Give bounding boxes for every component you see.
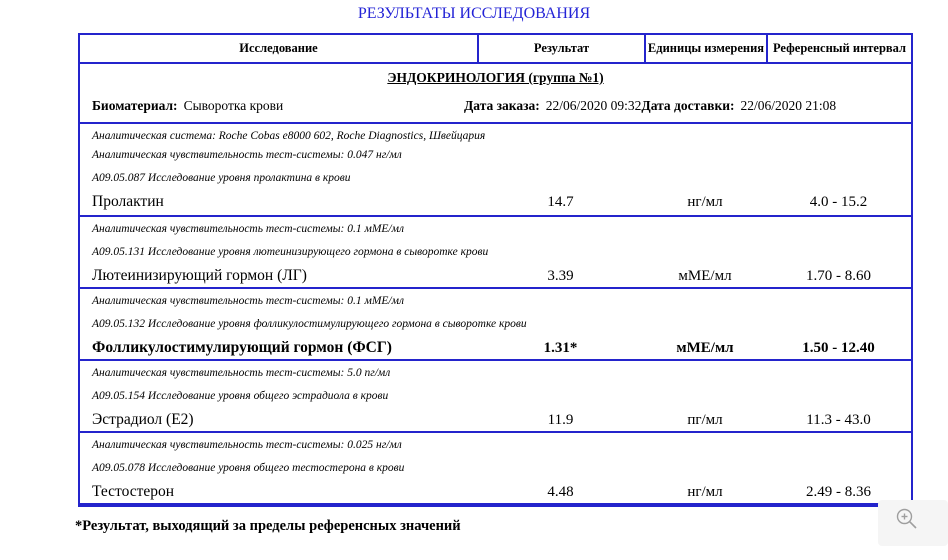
page-title: РЕЗУЛЬТАТЫ ИССЛЕДОВАНИЯ	[357, 5, 591, 22]
study-code-line: A09.05.132 Исследование уровня фолликулостимулирующего гормона в сыворотке крови	[92, 318, 527, 330]
analyte-result: 11.9	[547, 411, 574, 428]
order-date-label: Дата заказа:	[464, 98, 540, 113]
biomaterial	[92, 98, 283, 114]
column-header-units: Единицы измерения	[644, 35, 766, 62]
meta-row	[80, 92, 911, 122]
column-header-reference: Референсный интервал	[766, 35, 911, 62]
analyte-name: Лютеинизирующий гормон (ЛГ)	[92, 267, 307, 284]
analyte-result: 3.39	[547, 267, 574, 284]
study-code-line: A09.05.078 Исследование уровня общего тестостерона в крови	[92, 462, 405, 474]
analyte-units: мМЕ/мл	[678, 267, 732, 284]
column-header-study: Исследование	[239, 40, 318, 55]
biomaterial-value: Сыворотка крови	[183, 98, 284, 113]
analyte-units: мМЕ/мл	[676, 339, 734, 356]
table-row	[80, 122, 911, 215]
analyte-name: Фолликулостимулирующий гормон (ФСГ)	[92, 339, 392, 356]
analyte-reference: 4.0 - 15.2	[809, 193, 868, 210]
sensitivity-line: Аналитическая чувствительность тест-системы: 0.1 мМЕ/мл	[92, 295, 404, 307]
group-title-text: ЭНДОКРИНОЛОГИЯ (группа №1)	[387, 70, 604, 85]
table-body	[78, 64, 913, 507]
table-row	[80, 215, 911, 287]
study-code-line: A09.05.154 Исследование уровня общего эстрадиола в крови	[92, 390, 389, 402]
result-row	[80, 190, 911, 214]
table-row	[80, 359, 911, 431]
analyte-reference: 11.3 - 43.0	[806, 411, 871, 428]
analyte-reference: 1.70 - 8.60	[806, 267, 871, 284]
table-header-row	[78, 33, 913, 64]
analyte-name: Эстрадиол (E2)	[92, 411, 194, 428]
sensitivity-line: Аналитическая чувствительность тест-системы: 5.0 пг/мл	[92, 367, 391, 379]
column-header-result: Результат	[477, 35, 644, 62]
order-date-value: 22/06/2020 09:32	[545, 98, 642, 113]
result-row	[80, 264, 911, 287]
sensitivity-line: Аналитическая чувствительность тест-системы: 0.1 мМЕ/мл	[92, 223, 404, 235]
analyte-reference: 1.50 - 12.40	[802, 339, 875, 356]
analyte-result: 14.7	[547, 193, 574, 210]
result-row	[80, 480, 911, 503]
zoom-button[interactable]	[878, 500, 948, 546]
group-title	[80, 64, 911, 92]
biomaterial-label: Биоматериал:	[92, 98, 178, 113]
analyte-units: пг/мл	[687, 411, 723, 428]
delivery-date-value: 22/06/2020 21:08	[740, 98, 837, 113]
analyte-reference: 2.49 - 8.36	[806, 483, 871, 500]
analyte-result: 4.48	[547, 483, 574, 500]
sensitivity-line: Аналитическая чувствительность тест-системы: 0.025 нг/мл	[92, 439, 402, 451]
analyte-name: Пролактин	[92, 193, 164, 210]
study-code-line: A09.05.087 Исследование уровня пролактина в крови	[92, 172, 351, 184]
analyte-units: нг/мл	[687, 483, 723, 500]
table-row	[80, 431, 911, 503]
analytic-system-line: Аналитическая система: Roche Cobas e8000 602, Roche Diagnostics, Швейцария	[92, 130, 486, 142]
result-row	[80, 408, 911, 431]
results-table	[78, 33, 913, 507]
result-row	[80, 336, 911, 359]
analyte-units: нг/мл	[687, 193, 723, 210]
dates	[464, 98, 836, 114]
table-row	[80, 287, 911, 359]
sensitivity-line: Аналитическая чувствительность тест-системы: 0.047 нг/мл	[92, 149, 402, 161]
analyte-name: Тестостерон	[92, 483, 175, 500]
study-code-line: A09.05.131 Исследование уровня лютеинизирующего гормона в сыворотке крови	[92, 246, 489, 258]
delivery-date-label: Дата доставки:	[641, 98, 735, 113]
analyte-result: 1.31*	[543, 339, 578, 356]
out-of-range-footnote: *Результат, выходящий за пределы референсных значений	[75, 518, 461, 534]
